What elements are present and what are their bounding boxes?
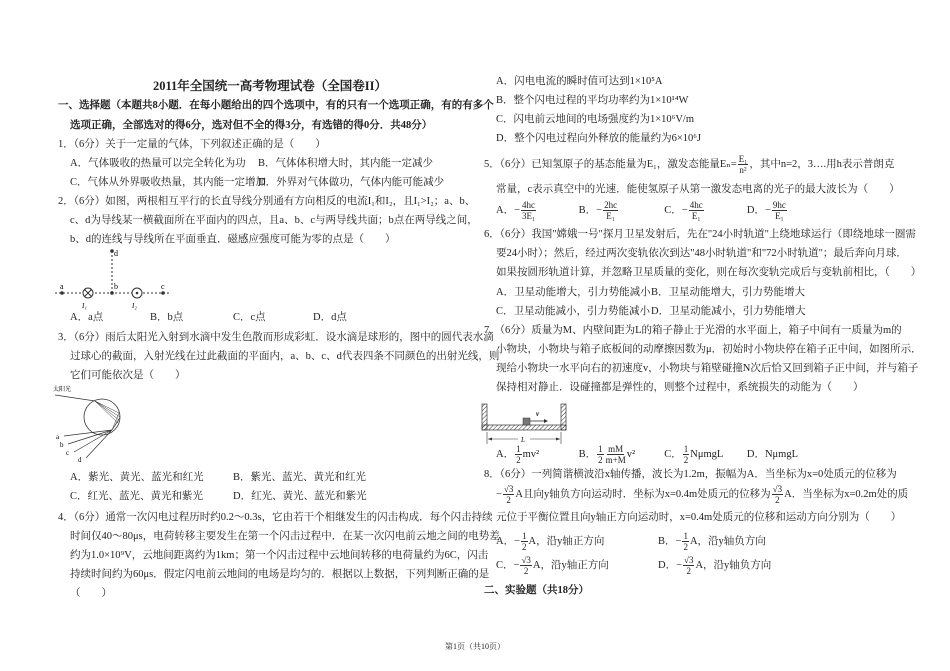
q2-option-c: C．c点 — [233, 312, 266, 323]
option-fraction — [521, 200, 536, 221]
minus-sign: − — [764, 205, 771, 216]
q3-stem: 3．（6分）雨后太阳光入射到水滴中发生色散而形成彩虹．设水滴是球形的，图中的圆代表水滴 — [58, 332, 494, 343]
q4-option-d: D．整个闪电过程向外释放的能量约为6×10⁶J — [496, 133, 702, 144]
option-text: A，沿y轴正方向 — [528, 536, 605, 547]
q7-option-d — [747, 443, 827, 467]
q2-stem: 2．（6分）如图，两根相互平行的长直导线分别通有方向相反的电流I₁和I₂，且I₁>I₂；a、b、 — [58, 196, 476, 207]
q7-stem: 7．（6分）质量为M、内壁间距为L的箱子静止于光滑的水平面上，箱子中间有一质量为m的 — [484, 325, 902, 336]
q6-stem: 6．（6分）我国"嫦娥一号"探月卫星发射后，先在"24小时轨道"上绕地球运行（即绕地球一圈需 — [484, 229, 916, 240]
q5-option-d — [747, 199, 827, 223]
q7-option-b — [579, 443, 662, 467]
option-label: C． — [496, 560, 514, 571]
q6-option-c: C．卫星动能减小，引力势能减小 — [496, 306, 651, 317]
q2-wire-figure — [50, 245, 180, 310]
q3-raindrop-figure — [50, 383, 130, 463]
minus-sign: − — [676, 560, 683, 571]
fraction-denominator: 2 — [683, 455, 689, 466]
section1-heading: 一、选择题（本题共8小题．在每小题给出的四个选项中，有的只有一个选项正确，有的有多个 — [58, 100, 494, 111]
option-fraction — [515, 444, 522, 465]
option-text: v² — [626, 449, 636, 460]
q1-option-c: C．气体从外界吸收热量，其内能一定增加 — [70, 177, 267, 188]
option-label: C． — [664, 449, 682, 460]
ray-label-b: b — [60, 441, 64, 449]
fraction-denominator: n² — [739, 165, 747, 176]
q3-stem-cont2: 它们可能依次是（ ） — [70, 370, 186, 381]
current-into-page-icon — [83, 288, 93, 298]
q1-option-b: B．气体体积增大时，其内能一定减少 — [258, 158, 434, 169]
option-fraction — [689, 200, 704, 221]
minus-sign: − — [514, 205, 521, 216]
option-label: D． — [658, 560, 677, 571]
q3-option-a: A．紫光、黄光、蓝光和红光 — [70, 472, 204, 483]
section2-heading: 二、实验题（共18分） — [484, 585, 589, 596]
label-b: b — [114, 282, 118, 291]
q5-stem — [484, 153, 894, 177]
fraction-numerator: 1 — [516, 444, 521, 455]
fraction-numerator: mM — [608, 444, 624, 455]
option-label: C． — [664, 205, 682, 216]
fraction-denominator: E₁ — [691, 211, 701, 222]
q7-stem-cont: 小物块，小物块与箱子底板间的动摩擦因数为μ．初始时小物块停在箱子正中间，如图所示． — [496, 344, 922, 355]
q2-option-d: D．d点 — [313, 312, 347, 323]
current-out-of-page-icon — [132, 288, 142, 298]
option-label: D． — [746, 205, 765, 216]
q7-option-a — [496, 443, 576, 467]
fraction-numerator: √3 — [503, 484, 514, 495]
q6-option-d: D．卫星动能减小，引力势能增大 — [651, 306, 806, 317]
q3-option-d: D．红光、黄光、蓝光和紫光 — [233, 491, 367, 502]
fraction-denominator: 2 — [775, 495, 780, 506]
point-b-marker — [110, 291, 114, 295]
minus-sign: − — [513, 560, 520, 571]
minus-sign: − — [514, 536, 521, 547]
minus-sign: − — [496, 489, 502, 500]
velocity-label: v — [536, 410, 540, 418]
fraction-denominator: 2 — [523, 566, 529, 577]
q5-options — [496, 199, 827, 223]
q8-stem-post: A．当坐标为x=0.2m处的质 — [784, 489, 909, 500]
option-label: B． — [578, 205, 597, 216]
block — [523, 418, 530, 425]
q7-options — [496, 443, 827, 467]
q8-stem: 8．（6分）一列简谐横波沿x轴传播，波长为1.2m，振幅为A．当坐标为x=0处质元的位移为 — [484, 469, 897, 480]
q7-stem-cont2: 现给小物块一水平向右的初速度v，小物块与箱壁碰撞N次后恰又回到箱子正中间，并与箱子 — [496, 363, 919, 374]
fraction-numerator: 4hc — [522, 200, 536, 211]
option-label: A． — [496, 205, 515, 216]
q3-stem-cont: 过球心的截面，入射光线在过此截面的平面内，a、b、c、d代表四条不同颜色的出射光线，则 — [70, 351, 500, 362]
fraction-denominator: 3E₁ — [521, 211, 536, 222]
fraction-numerator: √3 — [772, 484, 783, 495]
fraction-denominator: m+M — [605, 455, 626, 466]
sqrt3-over-2-fraction — [772, 484, 783, 505]
fraction-numerator: √3 — [521, 555, 531, 566]
q2-stem-cont: c、d为导线某一横截面所在平面内的四点，且a、b、c与两导线共面；b点在两导线之间， — [70, 215, 478, 226]
fraction-numerator: √3 — [684, 555, 694, 566]
option-text: mv² — [522, 449, 540, 460]
section1-heading-cont: 选项正确，全部选对的得6分，选对但不全的得3分，有选错的得0分．共48分） — [70, 120, 433, 131]
option-label: A． — [496, 536, 515, 547]
option-fraction — [521, 531, 528, 552]
q8-option-b — [658, 530, 766, 554]
fraction-denominator: 2 — [683, 542, 688, 553]
fraction-denominator: 2 — [516, 455, 521, 466]
label-d: d — [114, 249, 118, 258]
fraction-numerator: 1 — [522, 531, 527, 542]
option-label: A． — [496, 449, 515, 460]
q3-option-c: C．红光、蓝光、黄光和紫光 — [70, 491, 204, 502]
q4-stem-cont4: （ ） — [70, 588, 112, 599]
q4-option-b: B．整个闪电过程的平均功率约为1×10¹⁴W — [496, 95, 689, 106]
option-fraction — [603, 200, 618, 221]
q4-stem-cont2: 约为1.0×10⁹V，云地间距离约为1km；第一个闪击过程中云地间转移的电荷量约为6C，闪击 — [70, 550, 489, 561]
q4-option-a: A．闪电电流的瞬时值可达到1×10⁵A — [496, 76, 663, 87]
fraction-numerator: 1 — [598, 444, 603, 455]
page-title: 2011年全国统一高考物理试卷（全国卷II） — [152, 79, 388, 93]
q8-stem-cont — [496, 483, 908, 507]
q7-option-c — [664, 443, 744, 467]
page-footer: 第1页（共10页） — [445, 642, 505, 651]
fraction-denominator: E₁ — [775, 211, 784, 222]
q6-stem-cont: 要24小时）；然后，经过两次变轨依次到达"48小时轨道"和"72小时轨道"；最后奔向月球． — [496, 248, 907, 259]
q4-stem-cont3: 持续时间约为60μs．假定闪电前云地间的电场是均匀的．根据以上数据，下列判断正确的是 — [70, 569, 490, 580]
label-sunlight: 太阳光 — [53, 387, 72, 393]
option-label: B． — [658, 536, 676, 547]
option-text: A，沿y轴负方向 — [695, 560, 772, 571]
option-text: NμmgL — [690, 449, 724, 460]
q1-stem: 1．（6分）关于一定量的气体，下列叙述正确的是（ ） — [58, 139, 326, 150]
fraction-numerator: 1 — [683, 531, 688, 542]
fraction-denominator: 2 — [506, 495, 511, 506]
q7-stem-cont3: 保持相对静止．设碰撞都是弹性的，则整个过程中，系统损失的动能为（ ） — [496, 382, 864, 393]
q3-option-b: B．紫光、蓝光、黄光和红光 — [233, 472, 367, 483]
q8-stem-cont2: 元位于平衡位置且向y轴正方向运动时，x=0.4m处质元的位移和运动方向分别为（ ） — [496, 512, 902, 523]
q8-stem-mid: A且向y轴负方向运动时．坐标为x=0.4m处质元的位移为 — [515, 489, 771, 500]
q6-option-b: B．卫星动能增大，引力势能增大 — [651, 287, 806, 298]
fraction-numerator: 1 — [683, 444, 689, 455]
label-c: c — [161, 282, 165, 291]
fraction-numerator: 2hc — [604, 200, 618, 211]
q2-option-a: A．a点 — [70, 312, 104, 323]
q5-stem-post: ，其中n=2，3….用h表示普朗克 — [749, 159, 895, 170]
minus-sign: − — [596, 205, 603, 216]
option-text: A，沿y轴正方向 — [532, 560, 609, 571]
q5-stem-cont: 常量，c表示真空中的光速．能使氢原子从第一激发态电离的光子的最大波长为（ ） — [496, 184, 900, 195]
option-fraction — [683, 444, 690, 465]
minus-sign: − — [675, 536, 682, 547]
q8-option-c — [496, 554, 609, 578]
ray-label-a: a — [56, 433, 60, 441]
q5-option-b — [579, 199, 662, 223]
fraction-numerator: E₁ — [738, 154, 748, 165]
q5-option-a — [496, 199, 576, 223]
option-fraction — [597, 444, 604, 465]
q6-option-a: A．卫星动能增大，引力势能减小 — [496, 287, 651, 298]
ray-label-d: d — [78, 456, 82, 463]
fraction-denominator: 2 — [598, 455, 603, 466]
ray-label-c: c — [66, 449, 70, 457]
point-a-marker — [60, 291, 64, 295]
q4-option-c: C．闪电前云地间的电场强度约为1×10⁶V/m — [496, 114, 695, 125]
option-text: NμmgL — [764, 449, 799, 460]
option-fraction-2 — [606, 444, 626, 465]
option-label: B． — [578, 449, 597, 460]
q5-option-c — [664, 199, 744, 223]
fraction-denominator: 2 — [686, 566, 691, 577]
q5-stem-pre: 5．（6分）已知氢原子的基态能量为E₁，激发态能量Eₙ= — [484, 159, 737, 170]
option-fraction — [682, 531, 689, 552]
q2-stem-cont2: b、d的连线与导线所在平面垂直．磁感应强度可能为零的点是（ ） — [70, 234, 396, 245]
q2-option-b: B．b点 — [150, 312, 184, 323]
option-text: A，沿y轴负方向 — [689, 536, 766, 547]
q4-stem: 4．（6分）通常一次闪电过程历时约0.2～0.3s，它由若干个相继发生的闪击构成．每个闪击持续 — [58, 512, 493, 523]
fraction-numerator: 4hc — [689, 200, 703, 211]
fraction-denominator: E₁ — [606, 211, 615, 222]
fraction-numerator: 9hc — [772, 200, 786, 211]
length-label: L — [521, 436, 525, 444]
sqrt3-over-2-fraction — [503, 484, 514, 505]
label-a: a — [60, 282, 64, 291]
minus-sign: − — [681, 205, 688, 216]
q5-energy-fraction — [738, 154, 749, 175]
q8-option-a — [496, 530, 604, 554]
q8-option-d — [658, 554, 771, 578]
point-c-marker — [161, 291, 165, 295]
fraction-denominator: 2 — [522, 542, 527, 553]
label-i1: I₁ — [82, 302, 87, 310]
option-fraction — [520, 555, 531, 576]
label-i2: I₂ — [132, 302, 137, 310]
q1-option-a: A．气体吸收的热量可以完全转化为功 — [70, 158, 246, 169]
option-label: D． — [746, 449, 765, 460]
q6-stem-cont2: 如果按圆形轨道计算，并忽略卫星质量的变化，则在每次变轨完成后与变轨前相比，（ ） — [496, 267, 922, 278]
q1-option-d: D．外界对气体做功，气体内能可能减少 — [258, 177, 445, 188]
q7-box-figure — [480, 400, 570, 446]
q4-stem-cont: 时间仅40～80μs，电荷转移主要发生在第一个闪击过程中．在某一次闪电前云地之间的电势差 — [70, 531, 500, 542]
option-fraction — [683, 555, 694, 576]
option-fraction — [772, 200, 787, 221]
